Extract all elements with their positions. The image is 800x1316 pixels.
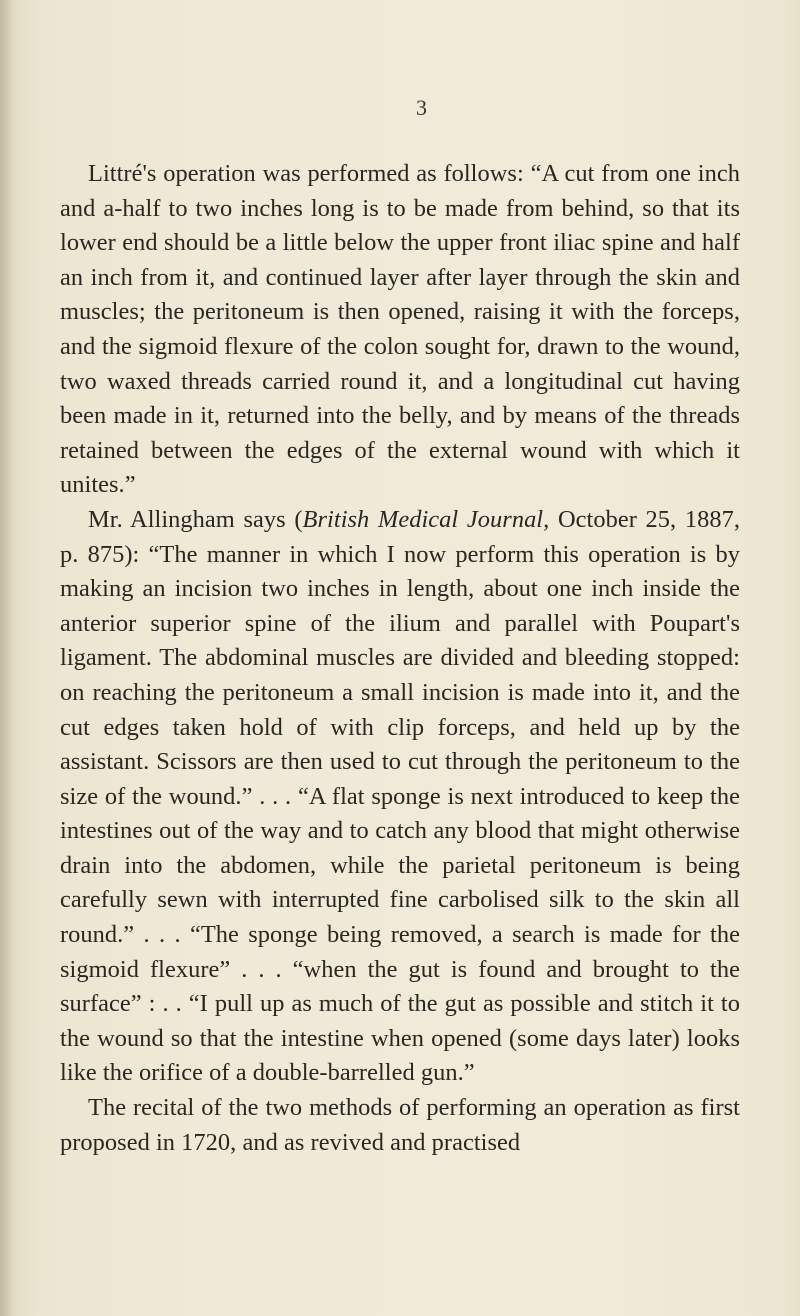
journal-title: British Medical Journal,	[302, 505, 550, 533]
paragraph-text: October 25, 1887, p. 875): “The manner in which I now perform this operation is by making an incision two inches in length, about one inch inside the anterior superior spine of the ilium and parallel with Poupart's ligament. The abdominal muscles are divided and bleeding stopped: on reaching the peritoneum a small incision is made into it, and the cut edges taken hold of with clip forceps, and held up by the assistant. Scissors are then used to cut through the peritoneum to the size of the wound.” . . . “A flat sponge is next introduced to keep the intestines out of the way and to catch any blood that might otherwise drain into the abdomen, while the parietal peritoneum is being carefully sewn with interrupted fine carbolised silk to the skin all round.” . . . “The sponge being removed, a search is made for the sigmoid flexure” . . . “when the gut is found and brought to the surface” : . . “I pull up as much of the gut as possible and stitch it to the wound so that the intestine when opened (some days later) looks like the orifice of a double-barrelled gun.”	[60, 505, 740, 1087]
page-number: 3	[416, 95, 427, 120]
paragraph-recital	[60, 1091, 740, 1160]
page-edge-shadow	[0, 0, 14, 1316]
paragraph-littre-operation	[60, 157, 740, 503]
paragraph-text: Littré's operation was performed as follows: “A cut from one inch and a-half to two inches long is to be made from behind, so that its lower end should be a little below the upper front iliac spine and half an inch from it, and continued layer after layer through the skin and muscles; the peritoneum is then opened, raising it with the forceps, and the sigmoid flexure of the colon sought for, drawn to the wound, two waxed threads carried round it, and a longitudinal cut having been made in it, returned into the belly, and by means of the threads retained between the edges of the external wound with which it unites.”	[60, 160, 740, 499]
body-text	[60, 157, 740, 1160]
paragraph-text: Mr. Allingham says (	[88, 505, 303, 533]
paragraph-text: The recital of the two methods of performing an operation as first proposed in 1720, and as revived and practised	[60, 1094, 740, 1156]
paragraph-allingham-method	[60, 503, 740, 1091]
